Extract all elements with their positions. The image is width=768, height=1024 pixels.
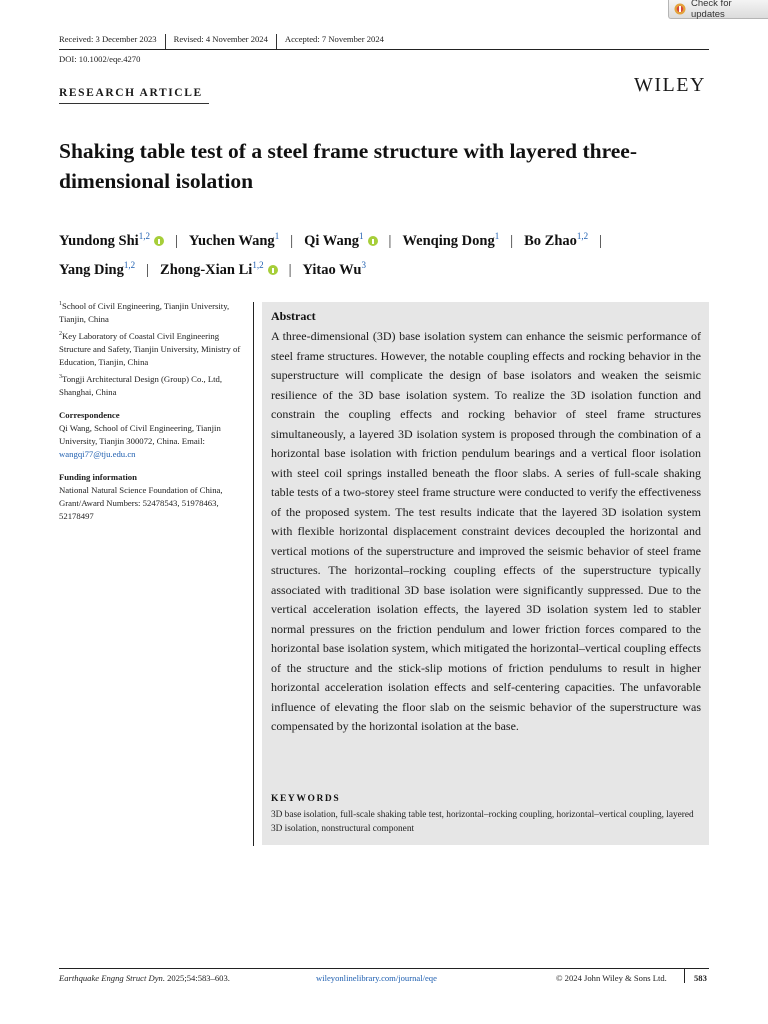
- journal-url-link[interactable]: wileyonlinelibrary.com/journal/eqe: [316, 973, 437, 983]
- header-rule: [59, 49, 709, 50]
- author-separator: |: [510, 233, 514, 249]
- journal-name: Earthquake Engng Struct Dyn.: [59, 973, 165, 983]
- author-name[interactable]: [189, 233, 279, 249]
- correspondence-text: [59, 422, 247, 461]
- affiliations: [59, 298, 247, 399]
- orcid-icon[interactable]: [268, 265, 278, 275]
- author-name[interactable]: [160, 262, 278, 278]
- affiliation-text: School of Civil Engineering, Tianjin University, Tianjin, China: [59, 300, 230, 324]
- abstract-text: A three-dimensional (3D) base isolation system can enhance the seismic performance of steel frame structures. However, the notable coupling effects and rocking behavior in the superstructure will complicate the design of base isolators and weaken the seismic resilience of the 3D base isolation system. To realize the 3D isolation function and constrain the coupling effects and rocking behavior of steel frame structures simultaneously, a layered 3D isolation system is proposed through the combination of a horizontal base isolation with friction pendulum bearings and a vertical floor isolation with steel coil springs installed beneath the floor slabs. A series of full-scale shaking table tests of a two-storey steel frame structure were conducted to verify the effectiveness of the proposed system. The test results indicate that the layered 3D isolation system with flexible horizontal displacement constraint devices decoupled the horizontal and vertical motions of the superstructure and improved the seismic behavior of steel frame structures. The horizontal–rocking coupling effects of the superstructure typically associated with traditional 3D base isolation were significantly suppressed. Due to the vertical acceleration isolation effects, the layered 3D isolation system led to stabler normal pressures on the friction pendulum and lower friction forces compared to the horizontal base isolation system, which mitigated the horizontal–vertical coupling effects of the structure and the stick-slip motions of friction pendulums to result in higher horizontal acceleration isolation effects and self-centering capacities. The unfavorable influence of elevating the floor slab on the seismic behavior of the superstructure was compensated by the horizontal isolation at the base.: [271, 329, 701, 733]
- affiliation-marker: 1: [359, 231, 364, 241]
- article-title: Shaking table test of a steel frame structure with layered three-dimensional isolation: [59, 139, 638, 193]
- abstract-heading: Abstract: [271, 309, 316, 323]
- funding-text: National Natural Science Foundation of China, Grant/Award Numbers: 52478543, 51978463, 52178497: [59, 484, 223, 521]
- affiliation-marker: 1: [494, 231, 500, 241]
- author-separator: |: [388, 233, 392, 249]
- author-name-text: Yitao Wu: [302, 262, 362, 278]
- author-name-text: Yang Ding: [59, 262, 124, 278]
- publisher-logo: WILEY: [634, 74, 706, 96]
- received-date: Received: 3 December 2023: [59, 34, 157, 44]
- doi[interactable]: DOI: 10.1002/eqe.4270: [59, 54, 141, 64]
- side-column: [59, 298, 247, 523]
- author-name-text: Bo Zhao: [524, 233, 577, 249]
- footer-separator: [684, 969, 685, 983]
- author-name[interactable]: [59, 262, 135, 278]
- affiliation-marker: 1: [274, 231, 280, 241]
- affiliation: [59, 298, 247, 326]
- author-separator: |: [146, 262, 150, 278]
- affiliation: [59, 371, 247, 399]
- page-number: 583: [694, 973, 707, 983]
- author-list: [59, 224, 719, 282]
- affiliation-number: 3: [59, 373, 62, 380]
- check-for-updates-label: Check for updates: [690, 0, 732, 20]
- date-separator: [165, 34, 166, 49]
- keywords-heading: KEYWORDS: [271, 794, 341, 804]
- copyright: © 2024 John Wiley & Sons Ltd.: [556, 973, 667, 983]
- author-name[interactable]: [302, 262, 365, 278]
- affiliation: [59, 328, 247, 369]
- article-dates: [59, 34, 384, 50]
- author-name[interactable]: [59, 233, 164, 249]
- revised-date: Revised: 4 November 2024: [173, 34, 268, 44]
- affiliation-number: 2: [59, 330, 62, 337]
- author-name-text: Yundong Shi: [59, 233, 139, 249]
- affiliation-number: 1: [59, 301, 62, 307]
- email-label: Email:: [181, 435, 205, 446]
- affiliation-marker: 1,2: [138, 231, 150, 241]
- article-category: RESEARCH ARTICLE: [59, 87, 203, 99]
- author-name[interactable]: [304, 233, 377, 249]
- accepted-date: Accepted: 7 November 2024: [284, 34, 384, 44]
- affiliation-marker: 1,2: [576, 231, 589, 241]
- author-separator: |: [290, 233, 294, 249]
- crossmark-icon: [674, 3, 686, 15]
- author-separator: |: [174, 233, 178, 249]
- author-name[interactable]: [524, 233, 588, 249]
- author-name[interactable]: [402, 233, 499, 249]
- journal-citation: [59, 973, 230, 983]
- column-divider: [253, 302, 254, 846]
- orcid-icon[interactable]: [368, 236, 378, 246]
- affiliation-marker: 1,2: [252, 260, 264, 270]
- author-separator: |: [599, 233, 603, 249]
- keywords-text: 3D base isolation, full-scale shaking table test, horizontal–rocking coupling, horizontal–vertical coupling, layered 3D isolation, nonstructural component: [271, 810, 694, 834]
- affiliation-text: Tongji Architectural Design (Group) Co., Ltd, Shanghai, China: [59, 373, 223, 397]
- affiliation-marker: 3: [361, 260, 366, 270]
- funding-heading: Funding information: [59, 471, 137, 482]
- citation: 2025;54:583–603.: [164, 973, 230, 983]
- email-link[interactable]: wangqi77@tju.edu.cn: [59, 448, 136, 459]
- category-rule: [59, 103, 209, 104]
- footer-rule: [59, 968, 709, 969]
- orcid-icon[interactable]: [154, 236, 164, 246]
- affiliation-marker: 1,2: [123, 260, 136, 270]
- correspondence-address: Qi Wang, School of Civil Engineering, Tianjin University, Tianjin 300072, China.: [59, 422, 221, 446]
- author-name-text: Wenqing Dong: [402, 233, 495, 249]
- affiliation-text: Key Laboratory of Coastal Civil Engineering Structure and Safety, Tianjin University, Ministry of Education, Tianjin, China: [59, 330, 241, 367]
- correspondence-heading: Correspondence: [59, 409, 120, 420]
- check-for-updates-button[interactable]: [668, 0, 768, 19]
- author-name-text: Qi Wang: [304, 233, 360, 249]
- author-name-text: Zhong-Xian Li: [160, 262, 253, 278]
- date-separator: [276, 34, 277, 49]
- author-name-text: Yuchen Wang: [188, 233, 275, 249]
- author-separator: |: [288, 262, 292, 278]
